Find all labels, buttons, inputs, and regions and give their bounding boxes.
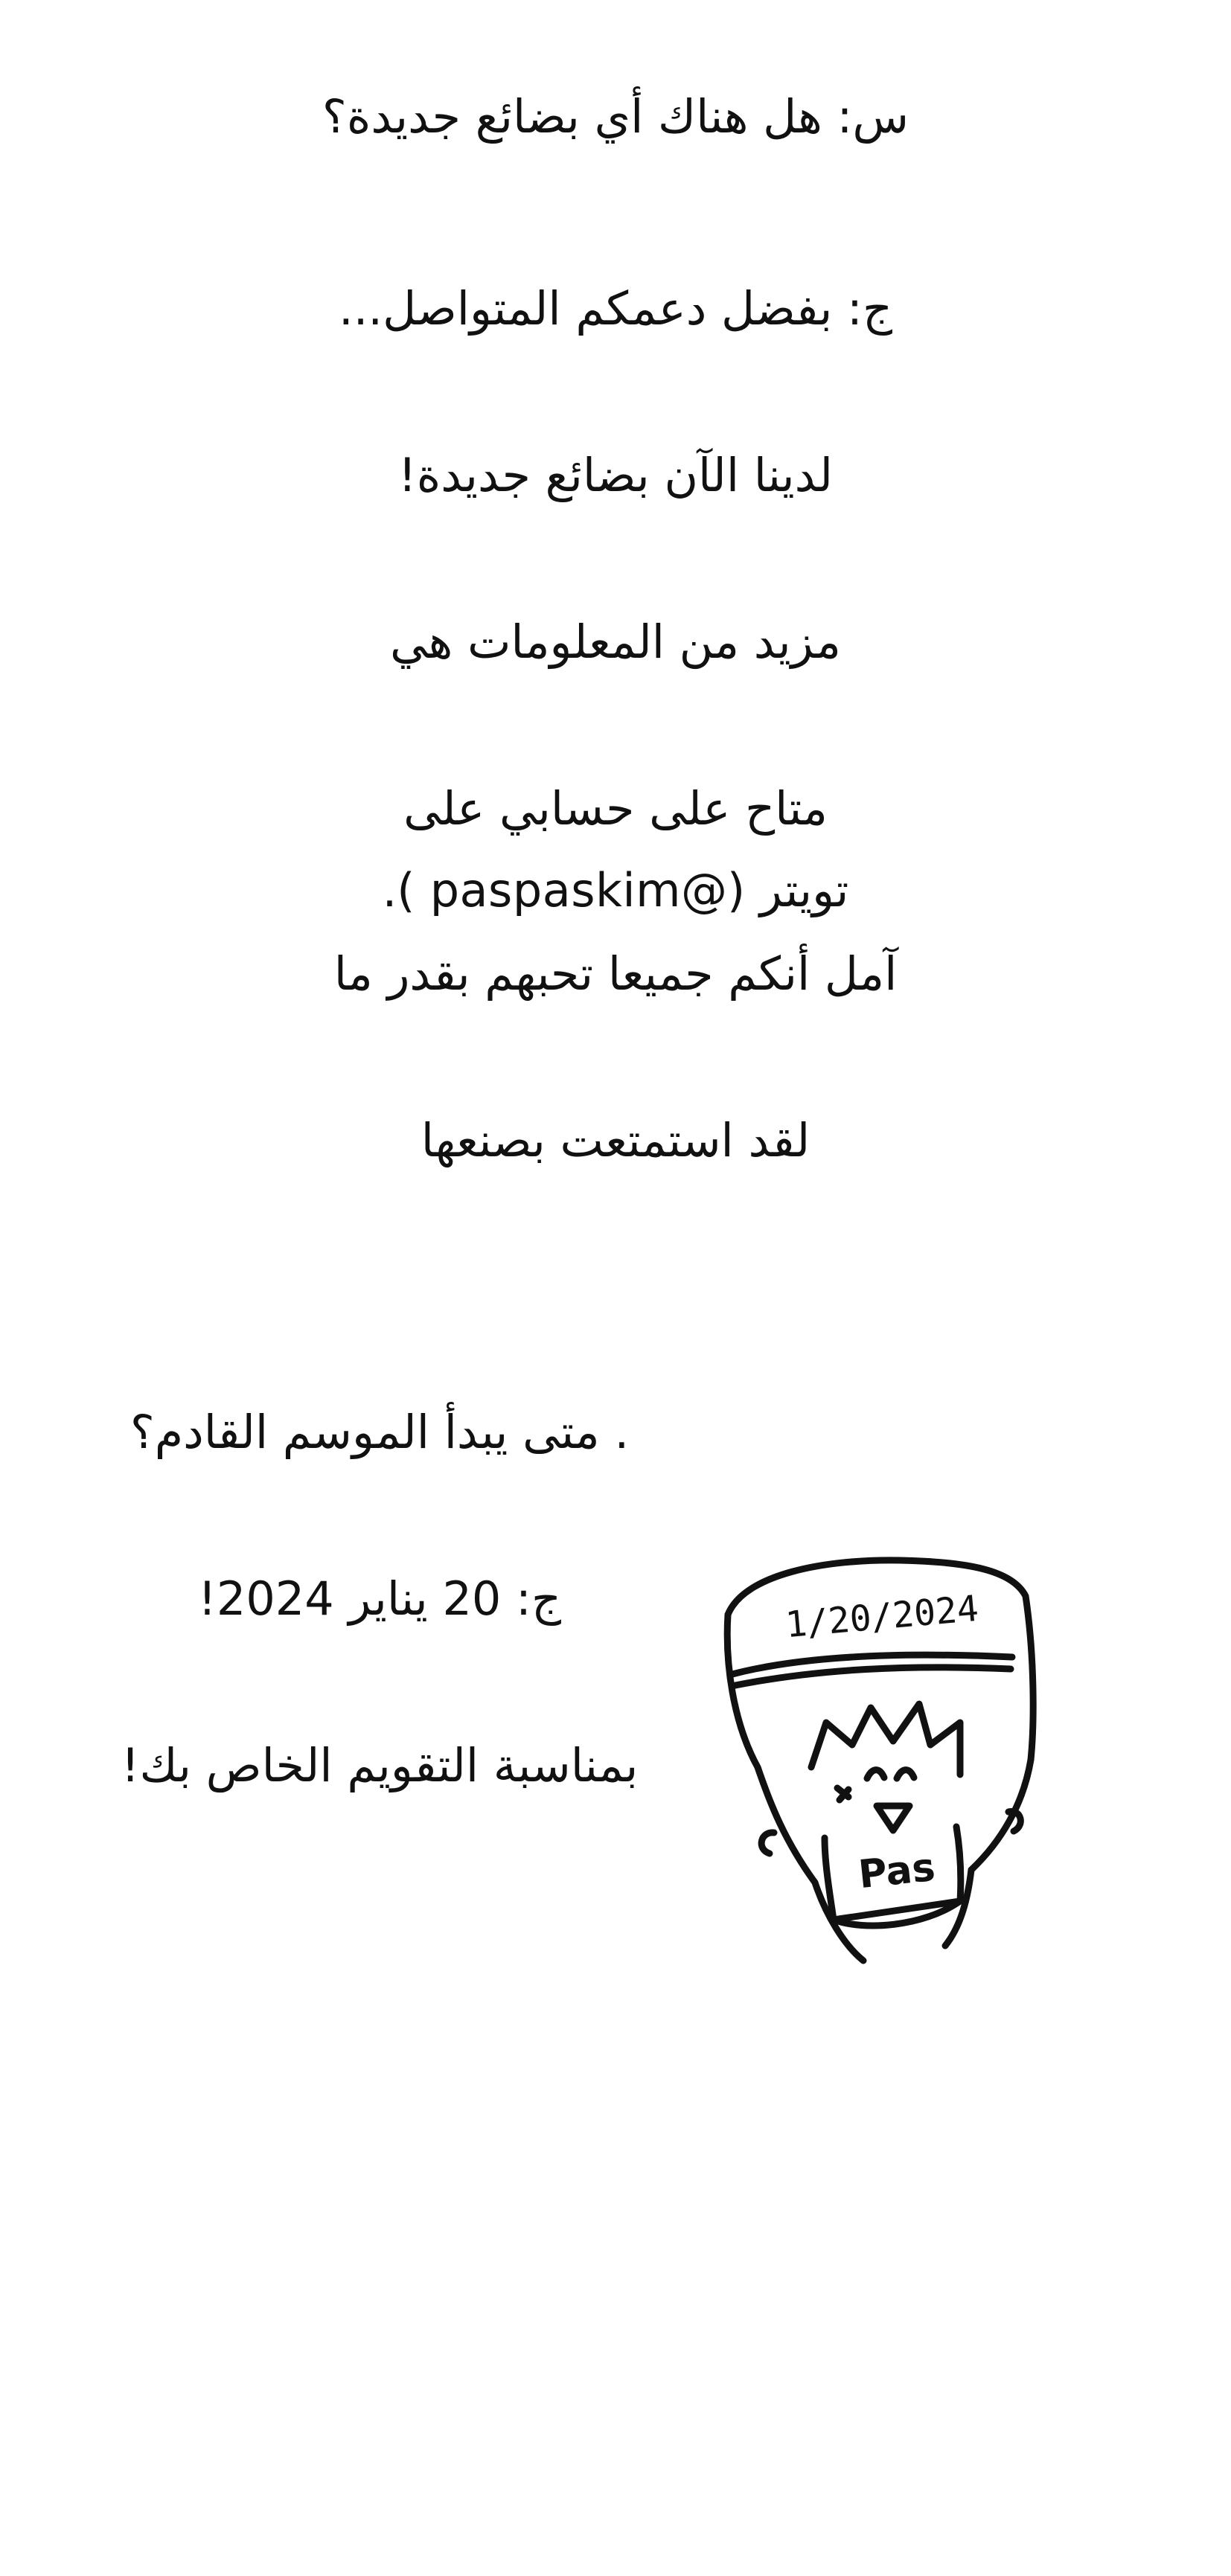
qa1-answer-line-4: متاح على حسابي على — [403, 781, 828, 836]
sticker-date-text: 1/20/2024 — [784, 1587, 980, 1647]
qa1-answer-line-6: آمل أنكم جميعا تحبهم بقدر ما — [333, 946, 898, 1001]
sticker-badge-text: Pas — [856, 1845, 938, 1898]
qa2-answer-line-1: ج: 20 يناير 2024! — [198, 1571, 561, 1626]
qa2-question: . متى يبدأ الموسم القادم؟ — [130, 1405, 630, 1459]
qa1-answer-line-3: مزيد من المعلومات هي — [389, 615, 841, 669]
qa1-answer-line-1: ج: بفضل دعمكم المتواصل... — [339, 281, 892, 336]
qa1-answer-line-7: لقد استمتعت بصنعها — [421, 1113, 810, 1167]
qa2-answer-line-2: بمناسبة التقويم الخاص بك! — [121, 1738, 639, 1792]
calendar-character-icon — [714, 1544, 1064, 1990]
qa1-answer-line-5: تويتر (@paspaskim ). — [382, 863, 849, 917]
qa1-question: س: هل هناك أي بضائع جديدة؟ — [322, 89, 909, 144]
qa1-answer-line-2: لدينا الآن بضائع جديدة! — [397, 448, 834, 502]
